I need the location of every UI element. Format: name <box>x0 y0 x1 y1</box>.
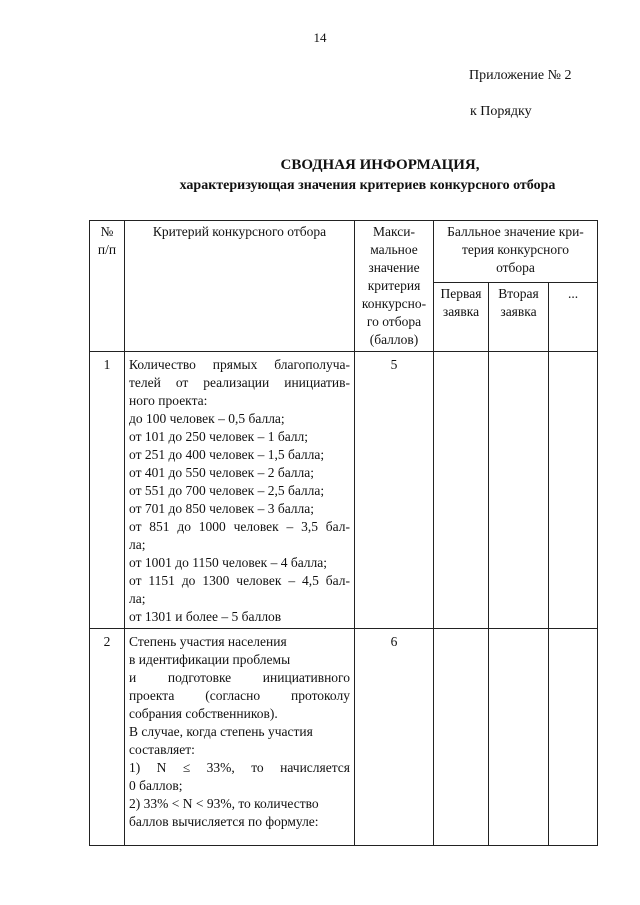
criterion-line: В случае, когда степень участия <box>129 724 313 739</box>
criteria-table <box>89 220 598 846</box>
criterion-line: Степень участия населения <box>129 634 287 649</box>
criterion-line: и подготовке инициативного <box>129 670 350 685</box>
table-row <box>90 629 598 846</box>
table-header-row <box>90 221 598 283</box>
document-title: СВОДНАЯ ИНФОРМАЦИЯ, <box>280 157 480 173</box>
max-value: 6 <box>355 629 434 846</box>
criterion-line: телей от реализации инициатив- <box>129 375 350 390</box>
score-more-cell <box>549 352 598 629</box>
document-subtitle: характеризующая значения критериев конкурсного отбора <box>179 178 556 193</box>
annex-title: Приложение № 2 <box>469 68 572 83</box>
score-first-cell <box>434 629 489 846</box>
score-first-cell <box>434 352 489 629</box>
criterion-line: в идентификации проблемы <box>129 652 291 667</box>
criterion-text <box>125 629 355 846</box>
row-number: 2 <box>90 629 125 846</box>
criterion-line: составляет: <box>129 742 195 757</box>
table-row <box>90 352 598 629</box>
criterion-text <box>125 352 355 629</box>
criterion-line: ного проекта: <box>129 393 208 408</box>
criterion-line: 0 баллов; <box>129 778 183 793</box>
row-number: 1 <box>90 352 125 629</box>
header-max-value: Макси- мальное значение критерия конкурсно- го отбора (баллов) <box>355 221 434 352</box>
criterion-line: от 1001 до 1150 человек – 4 балла; <box>129 555 328 570</box>
header-criterion: Критерий конкурсного отбора <box>125 221 355 352</box>
criterion-line: 1) N ≤ 33%, то начисляется <box>129 760 350 775</box>
criterion-line: от 101 до 250 человек – 1 балл; <box>129 429 309 444</box>
criterion-line: от 401 до 550 человек – 2 балла; <box>129 465 315 480</box>
criterion-line: до 100 человек – 0,5 балла; <box>129 411 285 426</box>
criterion-line: от 251 до 400 человек – 1,5 балла; <box>129 447 325 462</box>
header-score-value: Балльное значение кри- терия конкурсного отбора <box>434 221 598 283</box>
header-number: № п/п <box>90 221 125 352</box>
criterion-line: от 551 до 700 человек – 2,5 балла; <box>129 483 325 498</box>
score-more-cell <box>549 629 598 846</box>
header-more-applications: ... <box>549 283 598 352</box>
criterion-line: от 1151 до 1300 человек – 4,5 бал- <box>129 573 350 588</box>
annex-subtitle: к Порядку <box>470 104 532 119</box>
criterion-line: проекта (согласно протоколу <box>129 688 350 703</box>
page-number: 14 <box>313 30 327 45</box>
max-value: 5 <box>355 352 434 629</box>
criterion-line: баллов вычисляется по формуле: <box>129 814 319 829</box>
score-second-cell <box>489 629 549 846</box>
criterion-line: ла; <box>129 591 146 606</box>
criterion-line: Количество прямых благополуча- <box>129 357 350 372</box>
criterion-line: ла; <box>129 537 146 552</box>
criterion-line: от 851 до 1000 человек – 3,5 бал- <box>129 519 350 534</box>
header-second-application: Вторая заявка <box>489 283 549 352</box>
criterion-line: 2) 33% < N < 93%, то количество <box>129 796 319 811</box>
header-first-application: Первая заявка <box>434 283 489 352</box>
criterion-line: от 1301 и более – 5 баллов <box>129 609 282 624</box>
criterion-line: собрания собственников). <box>129 706 278 721</box>
score-second-cell <box>489 352 549 629</box>
criterion-line: от 701 до 850 человек – 3 балла; <box>129 501 315 516</box>
